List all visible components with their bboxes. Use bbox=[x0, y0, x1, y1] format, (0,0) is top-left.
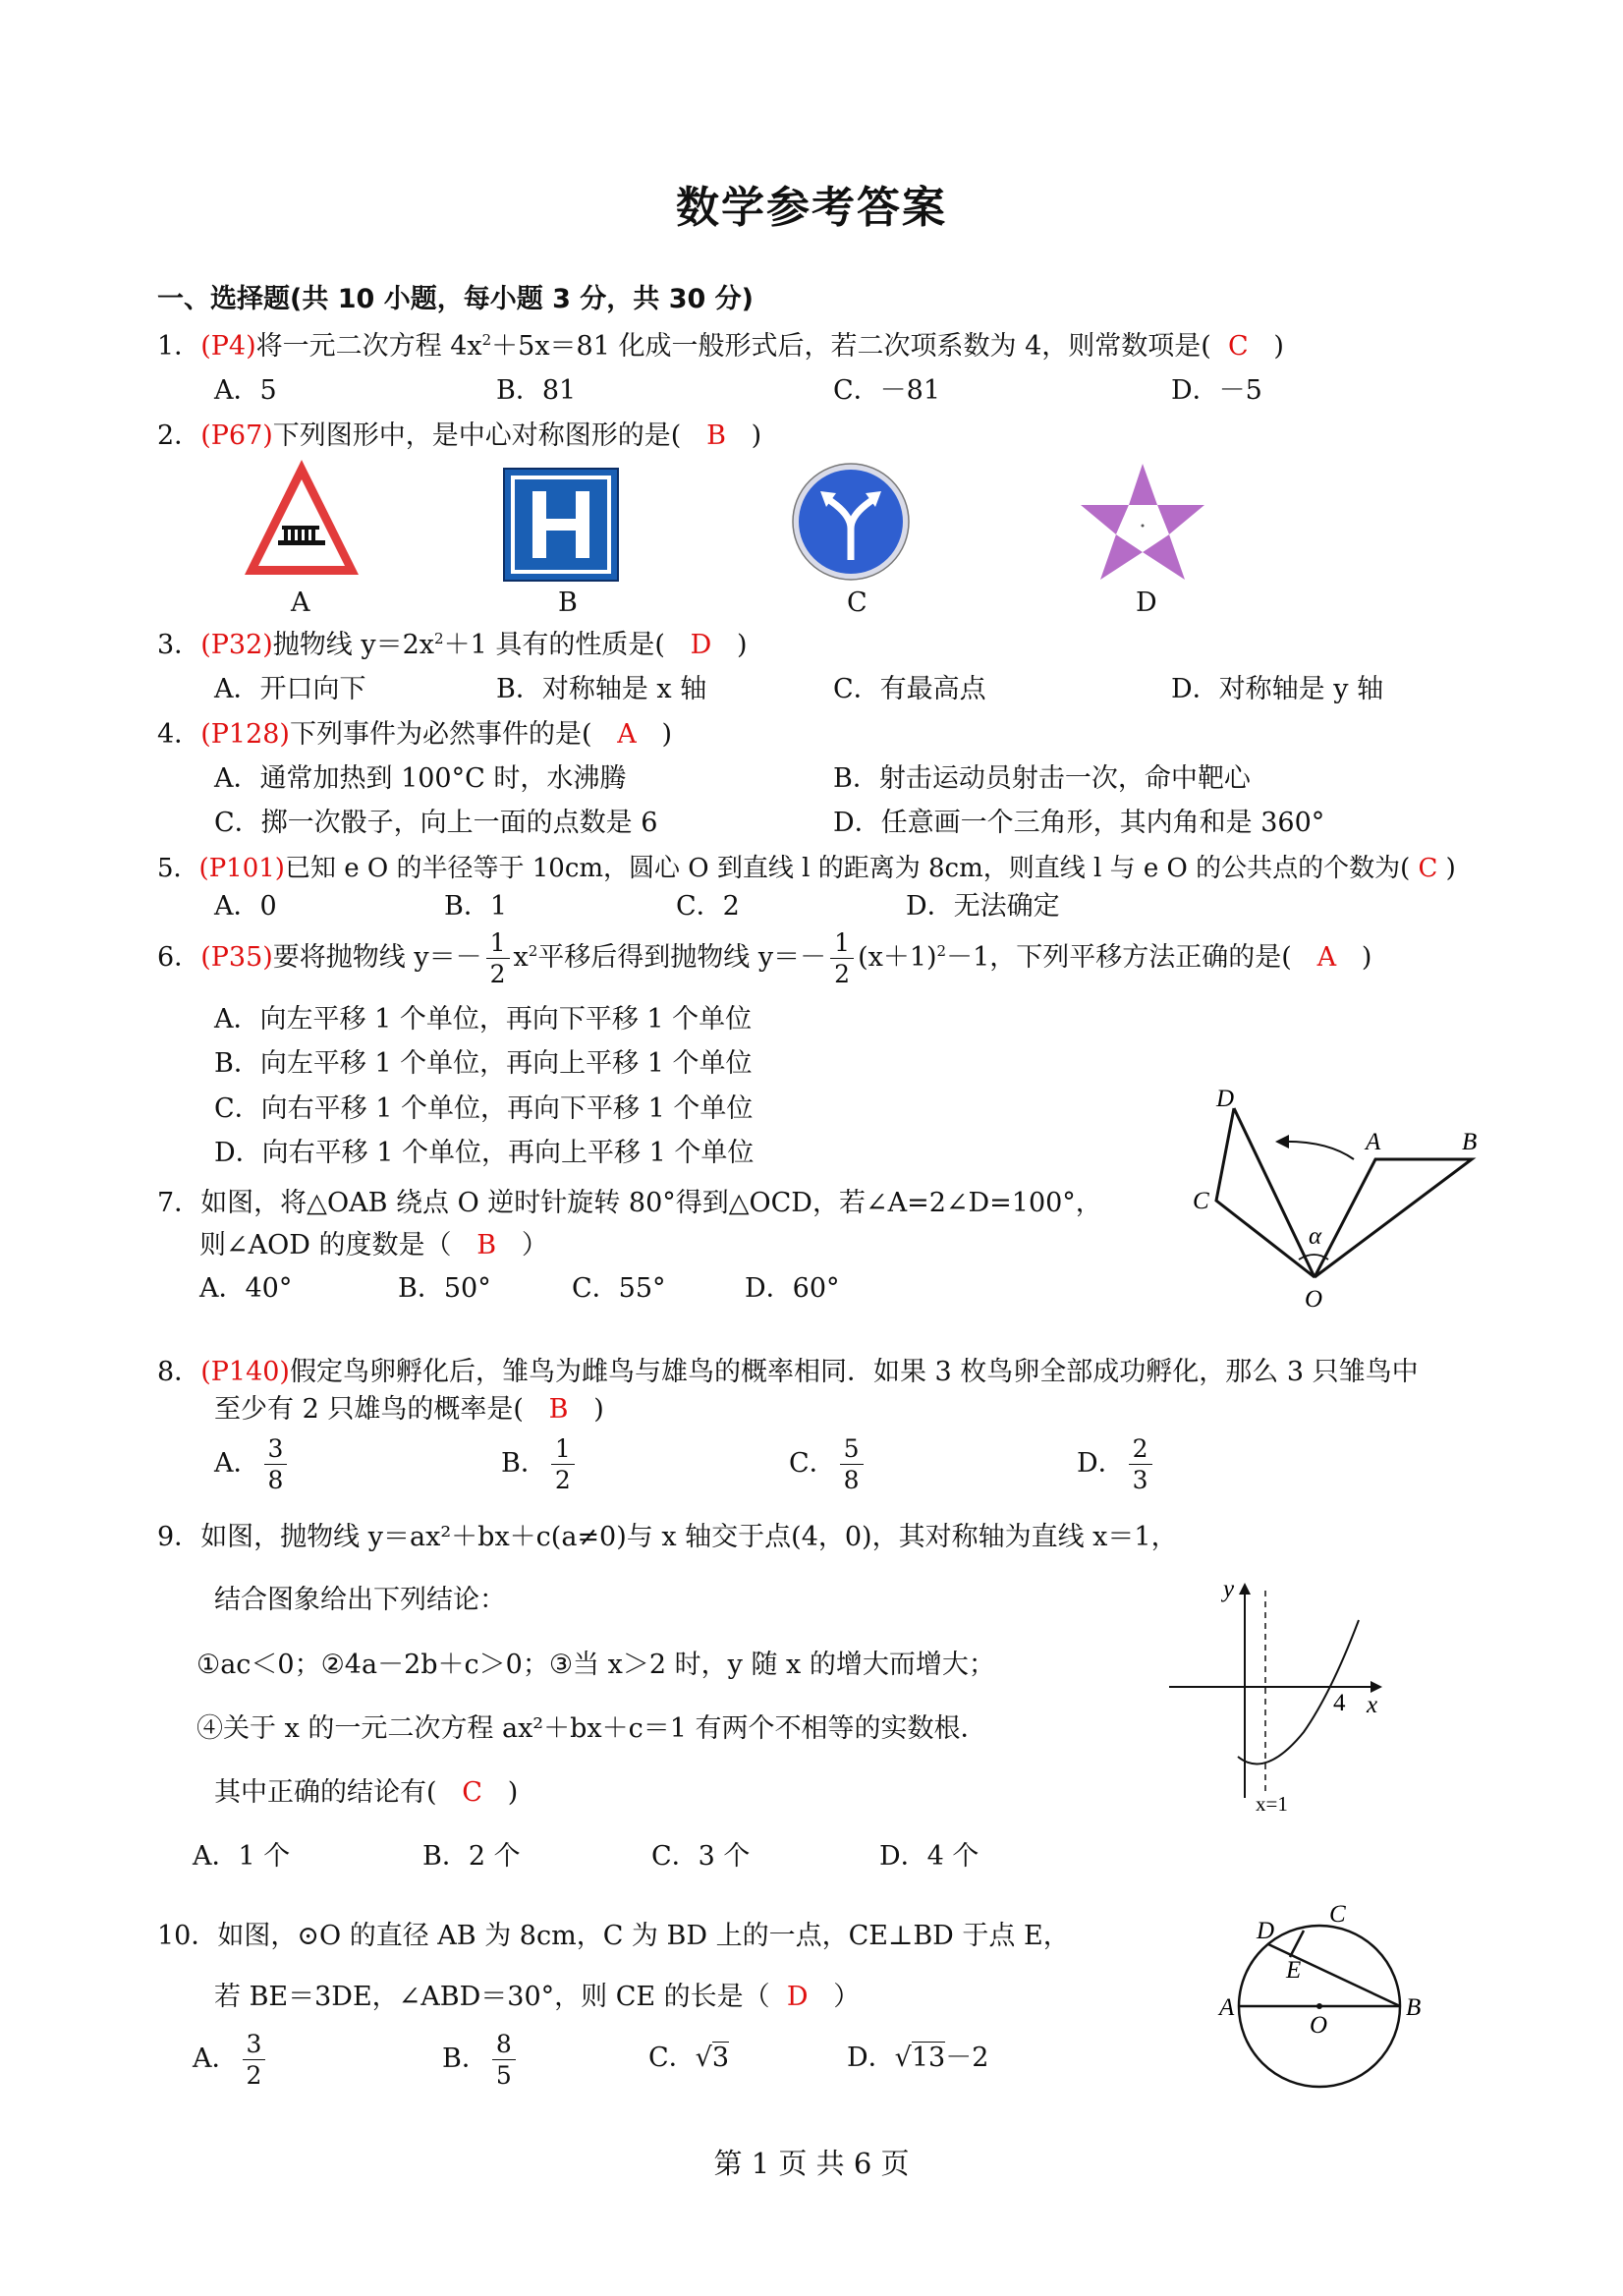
frac-denominator: 5 bbox=[495, 2061, 512, 2090]
page-title: 数学参考答案 bbox=[676, 183, 947, 233]
q3-close: ) bbox=[737, 630, 748, 660]
q10-option-a bbox=[193, 2030, 269, 2089]
q8-answer: B bbox=[548, 1394, 569, 1425]
q9-number: 9． bbox=[157, 1522, 201, 1552]
fig-label-a: A bbox=[291, 588, 310, 618]
warning-sign-figure bbox=[241, 454, 364, 582]
option-fraction bbox=[551, 1436, 575, 1492]
frac-denominator: 2 bbox=[246, 2061, 262, 2090]
q3-option-b: B．对称轴是 x 轴 bbox=[496, 674, 707, 704]
q10-stem-2: 若 BE＝3DE，∠ABD＝30°，则 CE 的长是（ bbox=[214, 1982, 770, 2012]
q6-stem-c: 平移后得到抛物线 y＝－ bbox=[537, 942, 827, 973]
q9-line-4: ④关于 x 的一元二次方程 ax²＋bx＋c＝1 有两个不相等的实数根． bbox=[196, 1713, 987, 1744]
frac-numerator: 1 bbox=[551, 1436, 575, 1465]
q9-option-a: A．1 个 bbox=[193, 1841, 291, 1872]
question-8-line-2 bbox=[214, 1393, 604, 1427]
question-7-line-2 bbox=[199, 1229, 548, 1262]
q10-option-d bbox=[847, 2042, 988, 2075]
q6-stem: 要将抛物线 y＝－ bbox=[272, 942, 482, 973]
question-10-line-2 bbox=[214, 1981, 860, 2014]
q1-option-d: D．－5 bbox=[1171, 375, 1262, 406]
q9-stem-5: 其中正确的结论有( bbox=[214, 1777, 437, 1808]
question-8 bbox=[157, 1356, 1419, 1389]
q4-option-d: D．任意画一个三角形，其内角和是 360° bbox=[833, 808, 1325, 838]
q7-option-d: D．60° bbox=[745, 1273, 840, 1304]
frac-numerator: 3 bbox=[243, 2032, 266, 2060]
option-fraction bbox=[243, 2032, 266, 2088]
q1-option-a: A．5 bbox=[214, 375, 277, 406]
q1-answer: C bbox=[1227, 331, 1249, 362]
q6-option-d: D．向右平移 1 个单位，再向上平移 1 个单位 bbox=[214, 1138, 755, 1168]
question-4 bbox=[157, 718, 672, 752]
question-3: 3．(P32)抛物线 $y=2x^2+1$ 具有的性质是( D ) bbox=[157, 630, 748, 660]
option-fraction bbox=[1129, 1436, 1152, 1492]
frac-denominator: 2 bbox=[554, 1466, 571, 1494]
q1-number: 1． bbox=[157, 331, 201, 362]
q5-option-b: B．1 bbox=[444, 891, 508, 922]
q2-page-ref: (P67) bbox=[200, 420, 273, 451]
q8-page-ref: (P140) bbox=[200, 1357, 290, 1387]
q2-stem: 下列图形中，是中心对称图形的是( bbox=[272, 420, 682, 451]
frac-numerator: 1 bbox=[830, 930, 854, 959]
q1-option-b: B．81 bbox=[496, 375, 577, 406]
q3-option-a: A．开口向下 bbox=[214, 674, 366, 704]
q9-line-2: 结合图象给出下列结论： bbox=[214, 1585, 506, 1615]
frac-denominator: 2 bbox=[489, 960, 506, 988]
q6-stem-e: －1，下列平移方法正确的是( bbox=[946, 942, 1292, 973]
label-c: C bbox=[1193, 1188, 1209, 1214]
frac-numerator: 3 bbox=[264, 1436, 288, 1465]
q7-option-a: A．40° bbox=[199, 1273, 293, 1304]
q8-close: ) bbox=[593, 1394, 604, 1425]
label-d: D bbox=[1216, 1086, 1235, 1112]
option-letter: D． bbox=[847, 2043, 895, 2073]
star-figure bbox=[1079, 462, 1206, 582]
label-b: B bbox=[1462, 1129, 1478, 1155]
q6-fraction-1 bbox=[486, 930, 510, 986]
q2-close: ) bbox=[751, 420, 762, 451]
q10-stem: 如图，⊙O 的直径 AB 为 8cm，C 为 BD 上的一点，CE⊥BD 于点 E， bbox=[217, 1921, 1070, 1951]
label-o: O bbox=[1310, 2012, 1328, 2039]
question-7 bbox=[157, 1187, 1102, 1220]
question-10 bbox=[157, 1920, 1070, 1953]
option-letter: A． bbox=[193, 2044, 239, 2074]
option-tail: －2 bbox=[945, 2043, 989, 2073]
q6-option-c: C．向右平移 1 个单位，再向下平移 1 个单位 bbox=[214, 1093, 754, 1124]
q8-option-c bbox=[789, 1434, 867, 1493]
q7-option-b: B．50° bbox=[398, 1273, 491, 1304]
q1-stem: 将一元二次方程 4x bbox=[255, 331, 482, 362]
q5-option-a: A．0 bbox=[214, 891, 277, 922]
radical-sign: √ bbox=[695, 2043, 712, 2073]
q8-stem-2: 至少有 2 只雄鸟的概率是( bbox=[214, 1394, 524, 1425]
q9-option-c: C．3 个 bbox=[651, 1841, 751, 1872]
option-fraction bbox=[840, 1436, 864, 1492]
q5-close: ) bbox=[1445, 854, 1456, 883]
circle-geometry-figure bbox=[1213, 1901, 1434, 2098]
option-fraction bbox=[492, 2032, 516, 2088]
q1-stem-2: ＋5x＝81 化成一般形式后，若二次项系数为 4，则常数项是( bbox=[491, 331, 1211, 362]
frac-denominator: 8 bbox=[267, 1466, 284, 1494]
option-letter: A． bbox=[214, 1448, 260, 1479]
q8-option-d bbox=[1077, 1434, 1156, 1493]
label-alpha: α bbox=[1309, 1223, 1322, 1250]
q6-number: 6． bbox=[157, 942, 201, 973]
frac-numerator: 2 bbox=[1129, 1436, 1152, 1465]
question-5 bbox=[157, 852, 1456, 885]
q5-answer: C bbox=[1418, 854, 1438, 883]
frac-denominator: 2 bbox=[834, 960, 851, 988]
question-1: 1．(P4)将一元二次方程 $4x^2+5x=81$ 化成一般形式后，若二次项系数为 4，则常数项是( C ) bbox=[157, 331, 1284, 362]
q7-stem-2: 则∠AOD 的度数是（ bbox=[199, 1230, 452, 1260]
option-letter: D． bbox=[1077, 1448, 1125, 1479]
label-axis-of-symmetry: x=1 bbox=[1256, 1792, 1288, 1813]
label-x: x bbox=[1367, 1692, 1378, 1718]
frac-numerator: 5 bbox=[840, 1436, 864, 1465]
q5-option-d: D．无法确定 bbox=[906, 891, 1060, 922]
hospital-sign-figure bbox=[503, 468, 619, 582]
option-letter: C． bbox=[789, 1448, 836, 1479]
q4-option-c: C．掷一次骰子，向上一面的点数是 6 bbox=[214, 808, 658, 838]
q6-page-ref: (P35) bbox=[200, 942, 273, 973]
q1-close: ) bbox=[1273, 331, 1284, 362]
frac-numerator: 8 bbox=[492, 2032, 516, 2060]
section-heading: 一、选择题(共 10 小题，每小题 3 分，共 30 分) bbox=[157, 284, 755, 314]
q6-option-a: A．向左平移 1 个单位，再向下平移 1 个单位 bbox=[214, 1004, 753, 1035]
label-y: y bbox=[1223, 1577, 1235, 1602]
q10-answer: D bbox=[786, 1982, 809, 2012]
q4-option-a: A．通常加热到 100°C 时，水沸腾 bbox=[214, 763, 627, 794]
q3-stem: 抛物线 y＝2x bbox=[272, 630, 435, 660]
q7-close: ） bbox=[521, 1230, 548, 1260]
q6-stem-d: (x＋1) bbox=[858, 942, 937, 973]
q4-number: 4． bbox=[157, 719, 201, 750]
q6-fraction-2 bbox=[830, 930, 854, 986]
road-split-sign-figure bbox=[791, 462, 911, 582]
q10-close: ） bbox=[833, 1982, 861, 2012]
q2-answer: B bbox=[706, 420, 726, 451]
q3-stem-2: ＋1 具有的性质是( bbox=[443, 630, 665, 660]
q9-close: ) bbox=[507, 1777, 519, 1808]
q6-answer: A bbox=[1316, 942, 1337, 973]
frac-denominator: 3 bbox=[1132, 1466, 1148, 1494]
page-footer: 第 1 页 共 6 页 bbox=[713, 2147, 910, 2180]
q6-close: ) bbox=[1361, 942, 1372, 973]
frac-denominator: 8 bbox=[843, 1466, 860, 1494]
q8-number: 8． bbox=[157, 1357, 201, 1387]
q1-option-c: C．－81 bbox=[833, 375, 941, 406]
q7-answer: B bbox=[476, 1230, 497, 1260]
q9-stem: 如图，抛物线 y＝ax²＋bx＋c(a≠0)与 x 轴交于点(4，0)，其对称轴为直线 x＝1， bbox=[200, 1522, 1178, 1552]
q7-stem: 如图，将△OAB 绕点 O 逆时针旋转 80°得到△OCD，若∠A=2∠D=100°， bbox=[200, 1188, 1102, 1218]
q9-answer: C bbox=[462, 1777, 482, 1808]
label-a: A bbox=[1366, 1129, 1381, 1155]
rotation-triangle-figure bbox=[1179, 1081, 1483, 1316]
label-e: E bbox=[1286, 1957, 1302, 1984]
frac-numerator: 1 bbox=[486, 930, 510, 959]
q3-number: 3． bbox=[157, 630, 201, 660]
q5-number: 5． bbox=[157, 854, 199, 883]
q1-page-ref: (P4) bbox=[200, 331, 256, 362]
label-b: B bbox=[1406, 1994, 1422, 2021]
radicand: 3 bbox=[711, 2043, 730, 2073]
q8-stem: 假定鸟卵孵化后，雏鸟为雌鸟与雄鸟的概率相同．如果 3 枚鸟卵全部成功孵化，那么 3 只雏鸟中 bbox=[289, 1357, 1419, 1387]
label-c: C bbox=[1329, 1901, 1346, 1928]
option-letter: B． bbox=[442, 2044, 488, 2074]
label-d: D bbox=[1257, 1918, 1275, 1944]
q10-number: 10． bbox=[157, 1921, 218, 1951]
option-letter: C． bbox=[648, 2043, 696, 2073]
option-fraction bbox=[264, 1436, 288, 1492]
q3-page-ref: (P32) bbox=[200, 630, 273, 660]
q9-line-5 bbox=[214, 1776, 518, 1810]
fig-label-d: D bbox=[1136, 588, 1157, 618]
radicand: 13 bbox=[911, 2043, 946, 2073]
q9-option-d: D．4 个 bbox=[879, 1841, 979, 1872]
q10-option-c bbox=[648, 2042, 729, 2075]
option-letter: B． bbox=[501, 1448, 547, 1479]
q10-option-b bbox=[442, 2030, 520, 2089]
q8-option-b bbox=[501, 1434, 579, 1493]
q7-number: 7． bbox=[157, 1188, 201, 1218]
q4-answer: A bbox=[617, 719, 637, 750]
q3-answer: D bbox=[690, 630, 712, 660]
label-a: A bbox=[1219, 1994, 1235, 2021]
radical-sign: √ bbox=[894, 2043, 912, 2073]
q4-stem: 下列事件为必然事件的是( bbox=[289, 719, 592, 750]
question-2 bbox=[157, 420, 761, 453]
question-9 bbox=[157, 1521, 1178, 1554]
q4-page-ref: (P128) bbox=[200, 719, 290, 750]
question-6: 6．(P35)要将抛物线 y＝－ $\frac{1}{2}$ $x^2$平移后得到抛物线 y＝－ $\frac{1}{2}$ $(x+1)^2-1$，下列平移方法正确的是( A ) bbox=[157, 928, 1372, 988]
q6-option-b: B．向左平移 1 个单位，再向上平移 1 个单位 bbox=[214, 1048, 753, 1079]
q8-option-a bbox=[214, 1434, 291, 1493]
q3-option-d: D．对称轴是 y 轴 bbox=[1171, 674, 1384, 704]
q4-close: ) bbox=[661, 719, 673, 750]
q5-stem: 已知 e O 的半径等于 10cm，圆心 O 到直线 l 的距离为 8cm，则直线 l 与 e O 的公共点的个数为( bbox=[284, 854, 1411, 883]
q2-number: 2． bbox=[157, 420, 201, 451]
fig-label-b: B bbox=[558, 588, 578, 618]
q5-page-ref: (P101) bbox=[198, 854, 285, 883]
fig-label-c: C bbox=[847, 588, 867, 618]
q9-line-3: ①ac＜0；②4a－2b＋c＞0；③当 x＞2 时，y 随 x 的增大而增大； bbox=[196, 1650, 995, 1680]
q5-option-c: C．2 bbox=[676, 891, 740, 922]
q3-option-c: C．有最高点 bbox=[833, 674, 986, 704]
q4-option-b: B．射击运动员射击一次，命中靶心 bbox=[833, 763, 1251, 794]
label-four: 4 bbox=[1333, 1690, 1346, 1716]
label-o: O bbox=[1305, 1286, 1323, 1313]
parabola-graph-figure bbox=[1164, 1577, 1395, 1813]
q6-stem-b: x bbox=[513, 942, 529, 973]
q9-option-b: B．2 个 bbox=[422, 1841, 521, 1872]
q7-option-c: C．55° bbox=[572, 1273, 666, 1304]
